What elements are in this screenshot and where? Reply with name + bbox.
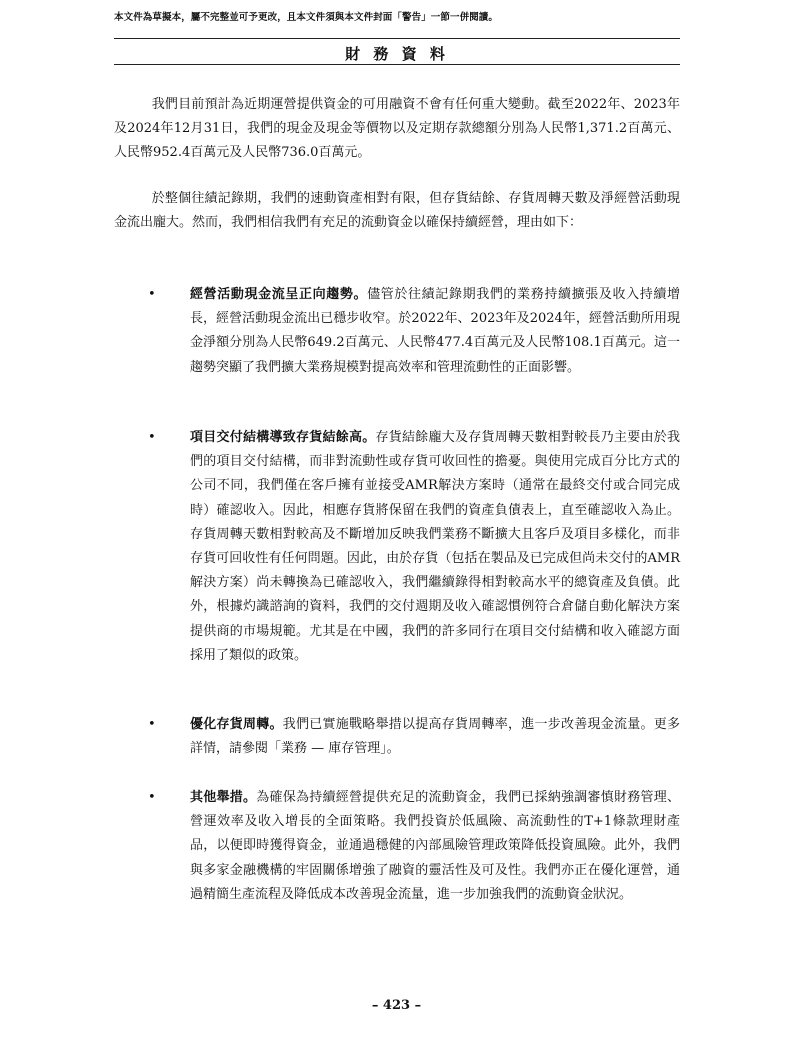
header-bottom-rule [114,64,680,65]
bullet-project-delivery [148,426,680,668]
bullet-dot-icon: • [148,430,156,445]
bullet-other-measures [148,786,680,907]
bullet-operating-cashflow [148,283,680,380]
bullet-dot-icon: • [148,287,156,302]
bullet-dot-icon: • [148,717,156,732]
bullet-dot-icon: • [148,790,156,805]
bullet-text: 我們已實施戰略舉措以提高存貨周轉率，進一步改善現金流量。更多詳情，請參閱「業務 — 庫存管理」。 [190,717,680,757]
section-title: 財 務 資 料 [345,45,449,63]
page-number: – 423 – [371,998,422,1013]
bullet-inventory-turnover [148,713,680,761]
bullet-text: 存貨結餘龐大及存貨周轉天數相對較長乃主要由於我們的項目交付結構，而非對流動性或存貨可收回性的擔憂。與使用完成百分比方式的公司不同，我們僅在客戶擁有並接受AMR解決方案時（通常在最終交付或合同完成時）確認收入。因此，相應存貨將保留在我們的資產負債表上，直至確認收入為止。存貨周轉天數相對較高及不斷增加反映我們業務不斷擴大且客戶及項目多樣化，而非存貨可回收性有任何問題。因此，由於存貨（包括在製品及已完成但尚未交付的AMR解決方案）尚未轉換為已確認收入，我們繼續錄得相對較高水平的總資產及負債。此外，根據灼識諮詢的資料，我們的交付週期及收入確認慣例符合倉儲自動化解決方案提供商的市場規範。尤其是在中國，我們的許多同行在項目交付結構和收入確認方面採用了類似的政策。 [190,430,680,663]
bullet-heading: 優化存貨周轉。 [190,717,283,732]
bullet-text: 為確保為持續經營提供充足的流動資金，我們已採納強調審慎財務管理、營運效率及收入增長的全面策略。我們投資於低風險、高流動性的T+1條款理財產品，以便即時獲得資金，並通過穩健的內部風險管理政策降低投資風險。此外，我們與多家金融機構的牢固關係增強了融資的靈活性及可及性。我們亦正在優化運營，通過精簡生產流程及降低成本改善現金流量，進一步加強我們的流動資金狀況。 [190,790,680,902]
paragraph-liquidity-intro: 於整個往績記錄期，我們的速動資產相對有限，但存貨結餘、存貨周轉天數及淨經營活動現金流出龐大。然而，我們相信我們有充足的流動資金以確保持續經營，理由如下： [114,191,680,231]
bullet-heading: 其他舉措。 [190,790,257,805]
bullet-heading: 經營活動現金流呈正向趨勢。 [190,287,368,302]
draft-notice: 本文件為草擬本，屬不完整並可予更改，且本文件須與本文件封面「警告」一節一併閱讀。 [114,12,499,23]
bullet-text: 儘管於往績記錄期我們的業務持續擴張及收入持續增長，經營活動現金流出已穩步收窄。於2022年、2023年及2024年，經營活動所用現金淨額分別為人民幣649.2百萬元、人民幣477.4百萬元及人民幣108.1百萬元。這一趨勢突顯了我們擴大業務規模對提高效率和管理流動性的正面影響。 [190,287,680,375]
header-top-rule [114,38,680,39]
paragraph-cash-position: 我們目前預計為近期運營提供資金的可用融資不會有任何重大變動。截至2022年、2023年及2024年12月31日，我們的現金及現金等價物以及定期存款總額分別為人民幣1,371.2百萬元、人民幣952.4百萬元及人民幣736.0百萬元。 [114,97,680,161]
bullet-heading: 項目交付結構導致存貨結餘高。 [190,430,376,445]
